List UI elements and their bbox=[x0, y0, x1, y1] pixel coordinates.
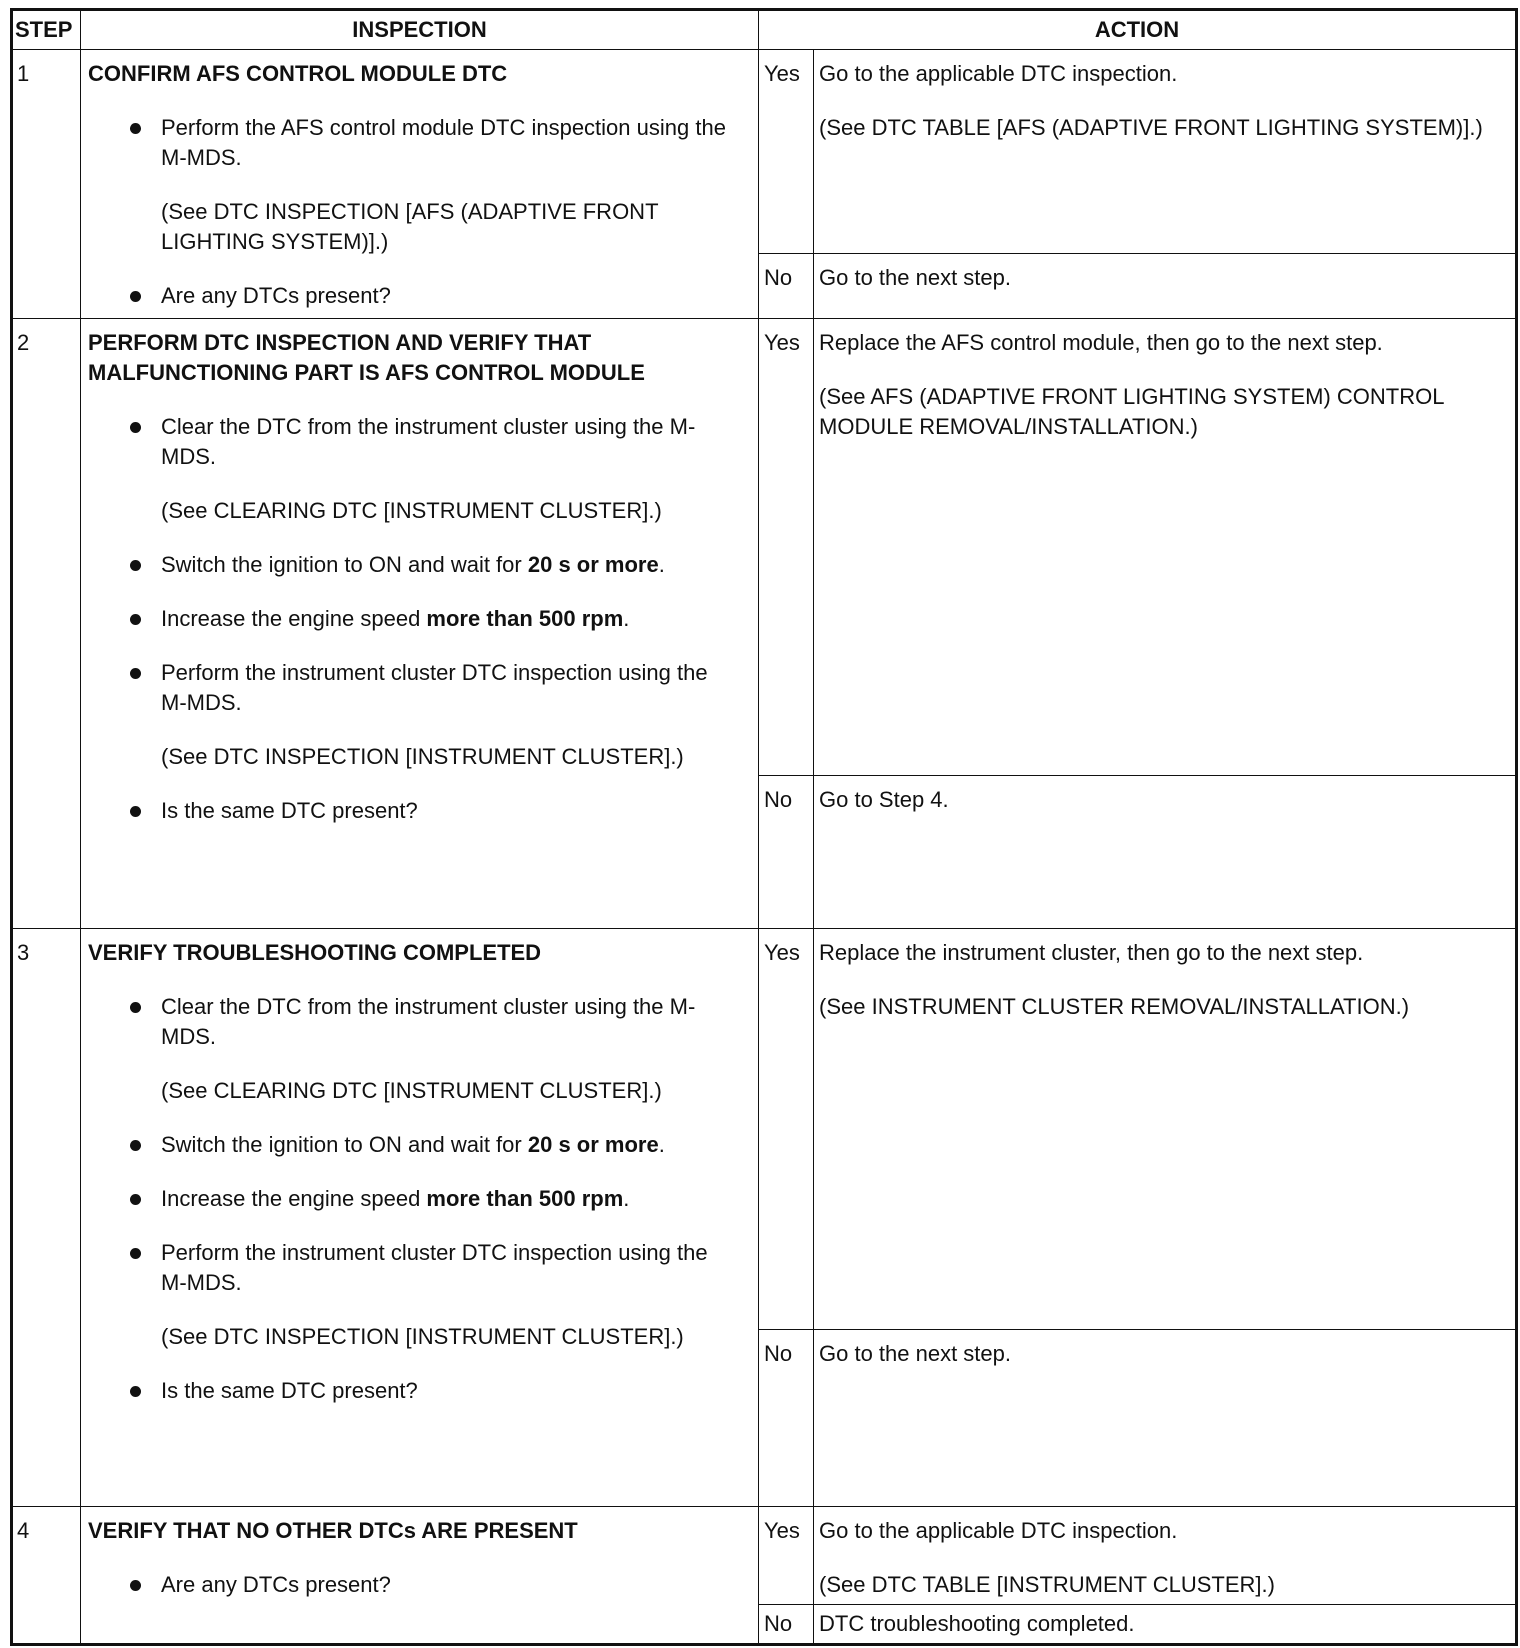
troubleshooting-table bbox=[10, 8, 1518, 1646]
inspection-cell bbox=[81, 50, 759, 319]
action-text: Go to the applicable DTC inspection. bbox=[819, 1517, 1178, 1543]
bullet-text: Increase the engine speed bbox=[161, 1185, 427, 1211]
table-row bbox=[12, 928, 1517, 1329]
reference-text: (See CLEARING DTC [INSTRUMENT CLUSTER].) bbox=[161, 1077, 662, 1103]
yes-label: Yes bbox=[759, 1506, 814, 1604]
inspection-question: Are any DTCs present? bbox=[88, 1570, 752, 1600]
reference-text: (See DTC INSPECTION [INSTRUMENT CLUSTER].) bbox=[161, 743, 684, 769]
bullet-text: Switch the ignition to ON and wait for bbox=[161, 551, 528, 577]
table-row bbox=[12, 50, 1517, 254]
no-action-cell bbox=[814, 776, 1517, 928]
table-row bbox=[12, 318, 1517, 775]
step-title: PERFORM DTC INSPECTION AND VERIFY THAT MALFUNCTIONING PART IS AFS CONTROL MODULE bbox=[88, 329, 645, 385]
no-action-cell bbox=[814, 253, 1517, 318]
header-inspection: INSPECTION bbox=[81, 10, 759, 50]
step-title: VERIFY TROUBLESHOOTING COMPLETED bbox=[88, 939, 542, 965]
inspection-bullet: Perform the AFS control module DTC inspection using the M-MDS. bbox=[88, 113, 752, 173]
inspection-cell bbox=[81, 928, 759, 1506]
step-title: VERIFY THAT NO OTHER DTCs ARE PRESENT bbox=[88, 1517, 578, 1543]
reference-text: (See DTC TABLE [AFS (ADAPTIVE FRONT LIGHTING SYSTEM)].) bbox=[819, 115, 1483, 141]
no-label: No bbox=[759, 776, 814, 928]
yes-action-cell bbox=[814, 1506, 1517, 1604]
step-number: 1 bbox=[12, 50, 81, 319]
bullet-emphasis: more than 500 rpm bbox=[426, 605, 624, 631]
inspection-bullet: Perform the instrument cluster DTC inspection using the M-MDS. bbox=[88, 1238, 752, 1298]
step-title: CONFIRM AFS CONTROL MODULE DTC bbox=[88, 61, 508, 87]
yes-action-cell bbox=[814, 928, 1517, 1329]
reference-text: (See AFS (ADAPTIVE FRONT LIGHTING SYSTEM) CONTROL MODULE REMOVAL/INSTALLATION.) bbox=[819, 383, 1444, 439]
action-text: Go to the applicable DTC inspection. bbox=[819, 61, 1178, 87]
inspection-bullet bbox=[88, 1184, 752, 1214]
step-number: 2 bbox=[12, 318, 81, 928]
bullet-text: . bbox=[658, 551, 665, 577]
bullet-emphasis: 20 s or more bbox=[527, 551, 659, 577]
no-action-cell bbox=[814, 1604, 1517, 1644]
bullet-emphasis: 20 s or more bbox=[527, 1131, 659, 1157]
action-text: Go to Step 4. bbox=[819, 787, 949, 813]
reference-text: (See DTC TABLE [INSTRUMENT CLUSTER].) bbox=[819, 1571, 1275, 1597]
bullet-emphasis: more than 500 rpm bbox=[426, 1185, 624, 1211]
reference-text: (See DTC INSPECTION [INSTRUMENT CLUSTER].) bbox=[161, 1323, 684, 1349]
bullet-text: . bbox=[623, 1185, 630, 1211]
no-label: No bbox=[759, 1329, 814, 1506]
reference-text: (See INSTRUMENT CLUSTER REMOVAL/INSTALLATION.) bbox=[819, 993, 1410, 1019]
inspection-bullet bbox=[88, 550, 752, 580]
step-number: 4 bbox=[12, 1506, 81, 1645]
inspection-cell bbox=[81, 318, 759, 928]
header-step: STEP bbox=[12, 10, 81, 50]
table-header bbox=[12, 10, 1517, 50]
reference-text: (See CLEARING DTC [INSTRUMENT CLUSTER].) bbox=[161, 497, 662, 523]
troubleshooting-document bbox=[10, 8, 1515, 1646]
bullet-text: . bbox=[658, 1131, 665, 1157]
step-number: 3 bbox=[12, 928, 81, 1506]
bullet-text: . bbox=[623, 605, 630, 631]
bullet-text: Increase the engine speed bbox=[161, 605, 427, 631]
inspection-bullet: Perform the instrument cluster DTC inspection using the M-MDS. bbox=[88, 658, 752, 718]
no-label: No bbox=[759, 253, 814, 318]
table-row bbox=[12, 1506, 1517, 1604]
inspection-question: Are any DTCs present? bbox=[88, 281, 752, 311]
inspection-bullet: Clear the DTC from the instrument cluster using the M-MDS. bbox=[88, 992, 752, 1052]
action-text: Go to the next step. bbox=[819, 1340, 1012, 1366]
inspection-question: Is the same DTC present? bbox=[88, 1376, 752, 1406]
inspection-bullet bbox=[88, 1130, 752, 1160]
yes-label: Yes bbox=[759, 928, 814, 1329]
action-text: Replace the instrument cluster, then go to the next step. bbox=[819, 939, 1364, 965]
no-action-cell bbox=[814, 1329, 1517, 1506]
reference-text: (See DTC INSPECTION [AFS (ADAPTIVE FRONT LIGHTING SYSTEM)].) bbox=[161, 199, 659, 255]
inspection-bullet bbox=[88, 604, 752, 634]
action-text: DTC troubleshooting completed. bbox=[819, 1610, 1135, 1636]
bullet-text: Switch the ignition to ON and wait for bbox=[161, 1131, 528, 1157]
yes-action-cell bbox=[814, 318, 1517, 775]
action-text: Go to the next step. bbox=[819, 264, 1012, 290]
no-label: No bbox=[759, 1604, 814, 1644]
action-text: Replace the AFS control module, then go to the next step. bbox=[819, 329, 1383, 355]
yes-label: Yes bbox=[759, 50, 814, 254]
inspection-bullet: Clear the DTC from the instrument cluster using the M-MDS. bbox=[88, 412, 752, 472]
header-action: ACTION bbox=[759, 10, 1517, 50]
yes-label: Yes bbox=[759, 318, 814, 775]
yes-action-cell bbox=[814, 50, 1517, 254]
inspection-question: Is the same DTC present? bbox=[88, 796, 752, 826]
inspection-cell bbox=[81, 1506, 759, 1645]
